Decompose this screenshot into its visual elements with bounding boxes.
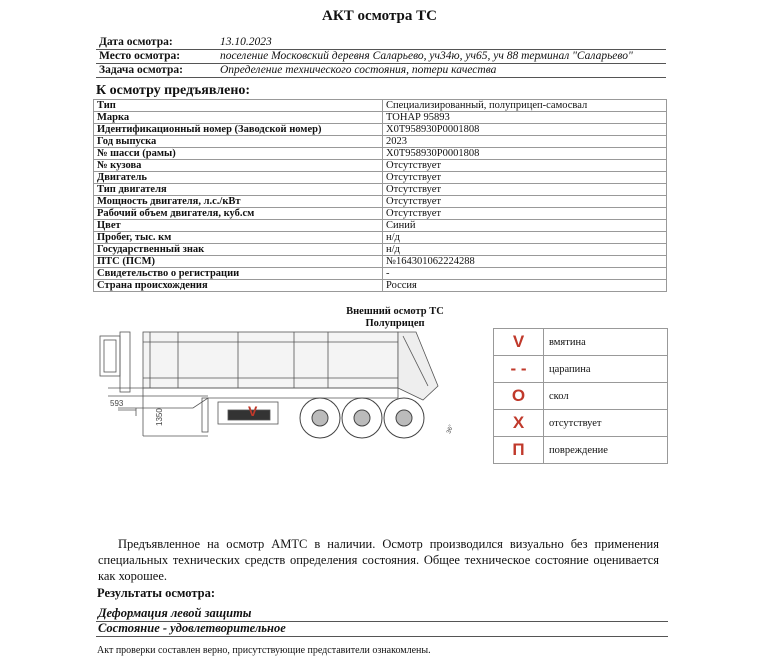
spec-key: Год выпуска	[94, 136, 383, 148]
meta-value: поселение Московский деревня Саларьево, уч34ю, уч65, уч 88 терминал "Саларьево"	[220, 50, 633, 62]
spec-value: Отсутствует	[383, 160, 667, 172]
spec-value: Отсутствует	[383, 196, 667, 208]
legend-row	[494, 437, 668, 464]
spec-row	[94, 232, 667, 244]
legend-label: отсутствует	[544, 410, 668, 437]
spec-table	[93, 99, 667, 292]
spec-row	[94, 256, 667, 268]
meta-row-place	[96, 50, 666, 64]
meta-value: 13.10.2023	[220, 36, 272, 48]
spec-row	[94, 244, 667, 256]
dimension-1350: 1350	[155, 408, 164, 426]
spec-value: Отсутствует	[383, 172, 667, 184]
legend-symbol-icon: П	[494, 437, 544, 464]
footer-note: Акт проверки составлен верно, присутствующие представители ознакомлены.	[97, 645, 431, 656]
spec-key: Свидетельство о регистрации	[94, 268, 383, 280]
spec-value: Отсутствует	[383, 208, 667, 220]
spec-key: Государственный знак	[94, 244, 383, 256]
spec-row	[94, 184, 667, 196]
spec-key: Цвет	[94, 220, 383, 232]
spec-key: Страна происхождения	[94, 280, 383, 292]
dimension-593: 593	[110, 399, 124, 408]
damage-legend	[493, 328, 668, 464]
trailer-drawing	[98, 326, 466, 440]
spec-key: Идентификационный номер (Заводской номер)	[94, 124, 383, 136]
section-title: К осмотру предъявлено:	[96, 83, 251, 98]
spec-key: Рабочий объем двигателя, куб.см	[94, 208, 383, 220]
spec-value: -	[383, 268, 667, 280]
drawing-caption-line1: Внешний осмотр ТС	[346, 306, 444, 317]
front-ladder	[100, 336, 120, 376]
spec-value: ТОНАР 95893	[383, 112, 667, 124]
spec-key: Пробег, тыс. км	[94, 232, 383, 244]
legend-label: вмятина	[544, 329, 668, 356]
wheels	[300, 398, 424, 438]
spec-row	[94, 280, 667, 292]
spec-row	[94, 112, 667, 124]
spec-row	[94, 124, 667, 136]
spec-value: X0T958930P0001808	[383, 148, 667, 160]
spec-value: X0T958930P0001808	[383, 124, 667, 136]
legend-symbol-icon: X	[494, 410, 544, 437]
result-item: Деформация левой защиты	[96, 606, 668, 622]
spec-row	[94, 208, 667, 220]
spec-value: Россия	[383, 280, 667, 292]
meta-label: Дата осмотра:	[99, 36, 173, 48]
spec-value: №164301062224288	[383, 256, 667, 268]
trailer-body	[143, 332, 398, 388]
legend-symbol-icon: O	[494, 383, 544, 410]
spec-row	[94, 268, 667, 280]
spec-value: н/д	[383, 244, 667, 256]
spec-row	[94, 148, 667, 160]
inspection-summary: Предъявленное на осмотр АМТС в наличии. Осмотр производился визуально без применения специальных технических средств определения состояния. Общее техническое состояние оценивается как хорошее.	[98, 537, 659, 583]
spec-row	[94, 160, 667, 172]
spec-key: Тип двигателя	[94, 184, 383, 196]
spec-row	[94, 172, 667, 184]
spec-key: Двигатель	[94, 172, 383, 184]
spec-key: Мощность двигателя, л.с./кВт	[94, 196, 383, 208]
spec-key: ПТС (ПСМ)	[94, 256, 383, 268]
meta-row-task	[96, 64, 666, 78]
legend-label: царапина	[544, 356, 668, 383]
spec-value: 2023	[383, 136, 667, 148]
spec-value: Отсутствует	[383, 184, 667, 196]
result-item: Состояние - удовлетворительное	[96, 621, 668, 637]
meta-label: Место осмотра:	[99, 50, 181, 62]
spec-row	[94, 196, 667, 208]
spec-value: Специализированный, полуприцеп-самосвал	[383, 100, 667, 112]
spec-value: Синий	[383, 220, 667, 232]
meta-value: Определение технического состояния, потери качества	[220, 64, 497, 76]
spec-value: н/д	[383, 232, 667, 244]
dimension-angle: 36°	[446, 424, 455, 435]
legend-label: повреждение	[544, 437, 668, 464]
results-title: Результаты осмотра:	[97, 586, 215, 600]
legend-row	[494, 383, 668, 410]
document-title: АКТ осмотра ТС	[322, 8, 437, 24]
drawing-caption-line2: Полуприцеп	[365, 318, 425, 329]
meta-row-date	[96, 36, 666, 50]
spec-key: № шасси (рамы)	[94, 148, 383, 160]
legend-row	[494, 356, 668, 383]
spec-row	[94, 220, 667, 232]
legend-row	[494, 329, 668, 356]
meta-label: Задача осмотра:	[99, 64, 183, 76]
spec-key: Тип	[94, 100, 383, 112]
legend-row	[494, 410, 668, 437]
legend-label: скол	[544, 383, 668, 410]
spec-key: Марка	[94, 112, 383, 124]
spec-row	[94, 136, 667, 148]
legend-symbol-icon: - -	[494, 356, 544, 383]
legend-symbol-icon: V	[494, 329, 544, 356]
spec-row	[94, 100, 667, 112]
landing-gear	[202, 398, 208, 432]
spec-key: № кузова	[94, 160, 383, 172]
damage-mark-dent: V	[248, 403, 258, 419]
